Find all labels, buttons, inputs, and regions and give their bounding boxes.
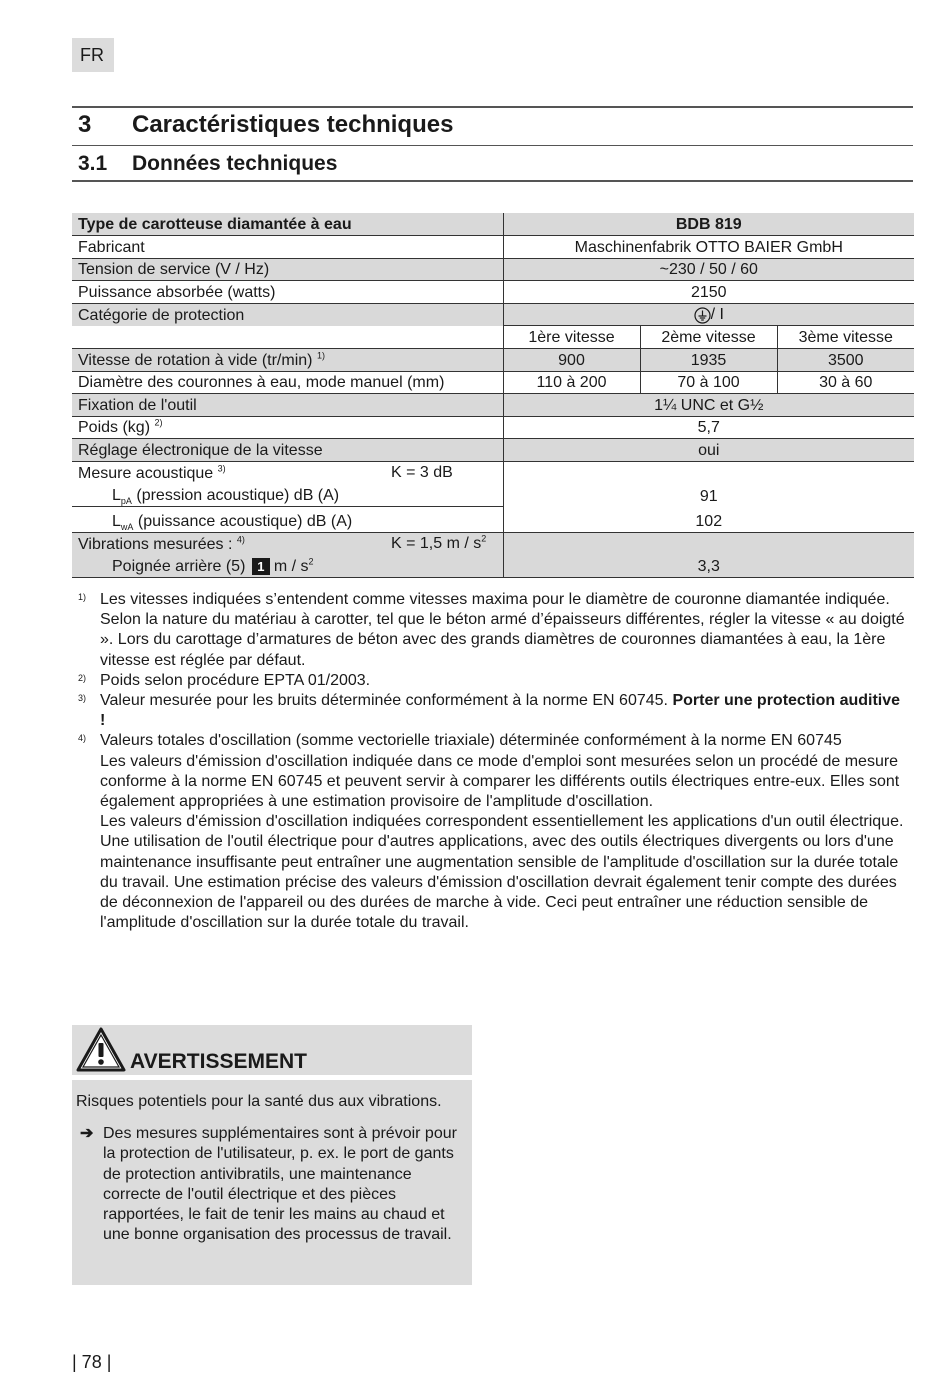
table-row <box>72 236 914 259</box>
footnote-text: Poids selon procédure EPTA 01/2003. <box>100 671 371 689</box>
rotation-value: 900 <box>503 349 640 372</box>
acoustic-uncertainty: K = 3 dB <box>391 464 453 482</box>
fixation-value: 1¼ UNC et G½ <box>503 394 914 417</box>
table-row <box>72 303 914 326</box>
warning-title: AVERTISSEMENT <box>130 1050 307 1073</box>
handle-unit: m / s <box>273 558 309 576</box>
fixation-label: Fixation de l'outil <box>72 394 503 417</box>
lpa-symbol: L <box>112 487 121 505</box>
diameter-value: 110 à 200 <box>503 371 640 394</box>
section-heading <box>72 106 913 146</box>
footnote-mark: 1) <box>78 592 87 602</box>
acoustic-label: Mesure acoustique <box>78 465 214 483</box>
footnote-ref: 1) <box>316 350 325 361</box>
vibration-uncertainty: K = 1,5 m / $s^2$ <box>391 533 487 553</box>
voltage-label: Tension de service (V / Hz) <box>72 258 503 281</box>
speed-header: 1ère vitesse <box>503 326 640 349</box>
speed-header: 3ème vitesse <box>777 326 914 349</box>
footnote-ref: 2) <box>154 418 163 429</box>
table-row <box>72 462 914 485</box>
table-row <box>72 484 914 507</box>
footnote-text: Les vitesses indiquées s’entendent comme vitesses maxima pour le diamètre de couronne diamantée indiquée. Selon la nature du matériau à carotter, tel que le béton armé d’épaisseurs différentes, régler la vitesse « au doigté ». Lors du carottage d’armatures de béton avec des grands diamètres de couronnes diamantées à eau, la 1ère vitesse est réglée par défaut. <box>100 591 905 669</box>
footnote-text: Valeurs totales d'oscillation (somme vectorielle triaxiale) déterminée conformément à la norme EN 60745 <box>100 732 842 750</box>
footnotes <box>78 590 908 933</box>
vibration-label-cell <box>72 533 503 556</box>
footnote-ref: 3) <box>217 463 226 474</box>
page-number: | 78 | <box>72 1352 112 1372</box>
rotation-label: Vitesse de rotation à vide (tr/min) <box>78 351 313 369</box>
speed-header: 2ème vitesse <box>640 326 777 349</box>
voltage-value: ~230 / 50 / 60 <box>503 258 914 281</box>
acoustic-label-cell <box>72 462 503 485</box>
footnote-text: Les valeurs d'émission d'oscillation indiquée dans ce mode d'emploi sont mesurées selon un procédé de mesure conforme à la norme EN 60745 et peuvent servir à comparer les différents outils électriques entre-eux. Elles sont également appropriées à une estimation provisoire de l'amplitude d'oscillation. <box>100 752 900 811</box>
lwa-label: (puissance acoustique) dB (A) <box>137 513 353 531</box>
handle-label: Poignée arrière (5) <box>112 558 246 576</box>
weight-label-cell <box>72 416 503 439</box>
arrow-right-icon: ➔ <box>80 1125 94 1143</box>
lwa-subscript: wA <box>120 522 134 533</box>
table-row <box>72 555 914 578</box>
footnote-mark: 3) <box>78 693 87 704</box>
lwa-label-cell <box>72 507 503 533</box>
weight-value: 5,7 <box>503 416 914 439</box>
warning-bullet <box>76 1124 466 1245</box>
table-row <box>72 533 914 556</box>
model-name: BDB 819 <box>503 213 914 236</box>
table-row <box>72 326 914 349</box>
section-number: 3 <box>78 111 92 138</box>
table-row <box>72 439 914 462</box>
speed-control-value: oui <box>503 439 914 462</box>
lwa-value: 102 <box>503 507 914 533</box>
table-row <box>72 281 914 304</box>
footnote <box>78 731 908 933</box>
footnote-emphasis: Porter une protection auditive ! <box>100 692 901 730</box>
diameter-value: 30 à 60 <box>777 371 914 394</box>
footnote-mark: 2) <box>78 672 87 683</box>
speed-control-label: Réglage électronique de la vitesse <box>72 439 503 462</box>
footnote <box>78 671 908 691</box>
warning-bullet-text: Des mesures supplémentaires sont à prévoir pour la protection de l'utilisateur, p. ex. le port de gants de protection antivibratils, une maintenance correcte de l'outil électrique et des pièces rapportées, le fait de tenir les mains au chaud et une bonne organisation des processus de travail. <box>103 1125 457 1244</box>
rotation-value: 1935 <box>640 349 777 372</box>
warning-box <box>72 1025 472 1285</box>
specifications-table <box>72 213 914 578</box>
weight-label: Poids (kg) <box>78 419 151 437</box>
warning-triangle-icon <box>76 1027 126 1073</box>
footnote <box>78 590 908 671</box>
protection-value: / I <box>710 306 724 324</box>
subsection-title: Données techniques <box>132 152 338 175</box>
footnote-mark: 4) <box>78 733 87 744</box>
diameter-value: 70 à 100 <box>640 371 777 394</box>
rotation-value: 3500 <box>777 349 914 372</box>
table-row <box>72 349 914 372</box>
manufacturer-value: Maschinenfabrik OTTO BAIER GmbH <box>503 236 914 259</box>
warning-intro: Risques potentiels pour la santé dus aux vibrations. <box>76 1093 442 1110</box>
table-row <box>72 394 914 417</box>
handle-label-cell <box>72 555 503 578</box>
lwa-symbol: L <box>112 513 121 531</box>
handle-unit-exponent: 2 <box>308 557 314 568</box>
table-row <box>72 258 914 281</box>
rotation-label-cell <box>72 349 503 372</box>
lpa-subscript: pA <box>120 496 132 507</box>
subsection-number: 3.1 <box>78 152 108 175</box>
header-label: Type de carotteuse diamantée à eau <box>72 213 503 236</box>
lpa-label-cell <box>72 484 503 507</box>
lpa-value: 91 <box>699 487 718 505</box>
protection-class-icon <box>694 307 711 324</box>
footnote-text: Les valeurs d'émission d'oscillation indiquées correspondent essentiellement les applications d'un outil électrique. Une utilisation de l'outil électrique pour d'autres applications, avec des outils électriques divergents ou lors d'une maintenance insuffisante peut entraîner une augmentation sensible de l'amplitude d'oscillation sur la durée totale du travail. Une estimation précise des valeurs d'émission d'oscillation devrait également tenir compte des durées de déconnexion de l'appareil ou des durées de marche à vide. Ceci peut entraîner une réduction sensible de l'amplitude d'oscillation sur la durée totale du travail. <box>100 813 904 932</box>
power-value: 2150 <box>503 281 914 304</box>
warning-body <box>72 1080 472 1285</box>
handle-value: 3,3 <box>503 555 914 578</box>
protection-value-cell <box>503 303 914 326</box>
warning-header <box>72 1025 472 1075</box>
lpa-label: (pression acoustique) dB (A) <box>136 487 340 505</box>
protection-label: Catégorie de protection <box>72 303 503 326</box>
power-label: Puissance absorbée (watts) <box>72 281 503 304</box>
footnote-ref: 4) <box>236 534 245 545</box>
table-row <box>72 416 914 439</box>
diameter-label: Diamètre des couronnes à eau, mode manuel (mm) <box>72 371 503 394</box>
table-row <box>72 371 914 394</box>
footnote <box>78 691 908 731</box>
section-title: Caractéristiques techniques <box>132 111 454 138</box>
manufacturer-label: Fabricant <box>72 236 503 259</box>
table-row <box>72 507 914 533</box>
position-number-badge: 1 <box>252 558 270 575</box>
language-tag: FR <box>72 38 114 72</box>
footnote-text: Valeur mesurée pour les bruits déterminée conformément à la norme EN 60745. Porter une protection auditive ! <box>100 692 901 730</box>
subsection-heading <box>72 146 913 182</box>
table-row <box>72 213 914 236</box>
vibration-label: Vibrations mesurées : <box>78 536 233 554</box>
